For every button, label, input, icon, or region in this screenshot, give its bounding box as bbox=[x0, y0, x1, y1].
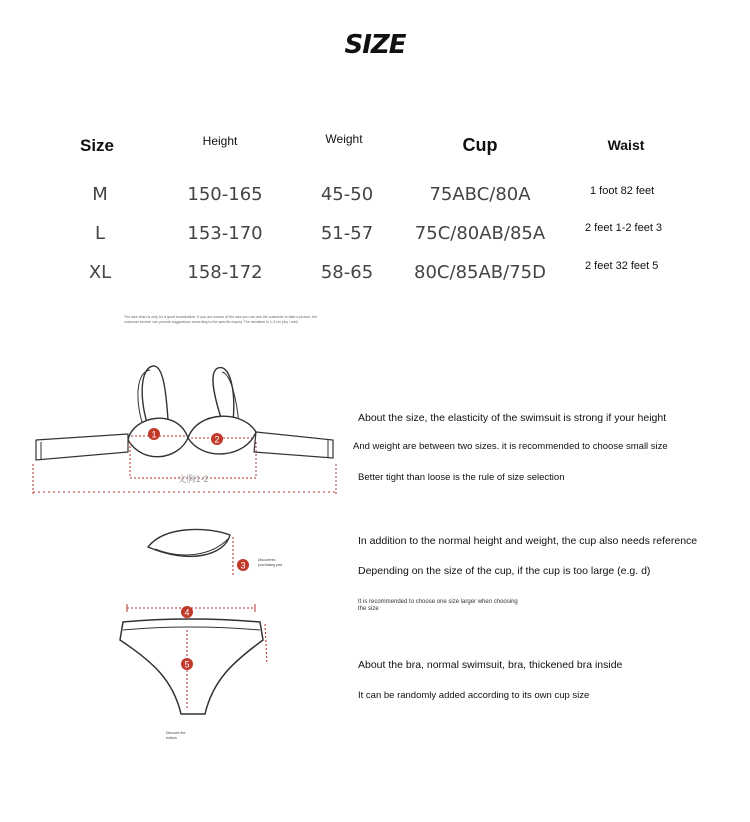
marker-1-label: 1 bbox=[151, 429, 157, 440]
bottom-label-line-2: bottom bbox=[166, 736, 177, 740]
note-size-larger-line-2: the size bbox=[358, 606, 379, 612]
right-cup bbox=[188, 416, 256, 454]
page-title: SIZE bbox=[344, 30, 406, 60]
header-waist: Waist bbox=[607, 137, 645, 153]
note-between-sizes: And weight are between two sizes. it is recommended to choose small size bbox=[353, 441, 668, 452]
waist-cell: 1 foot 82 feet bbox=[590, 185, 655, 197]
note-cup-reference: In addition to the normal height and weight, the cup also needs reference bbox=[358, 535, 698, 547]
waist-cell: 2 feet 1-2 feet 3 bbox=[585, 222, 663, 234]
note-tight-rule: Better tight than loose is the rule of size selection bbox=[358, 472, 565, 483]
size-cell: M bbox=[92, 184, 108, 205]
pad-diagram bbox=[140, 525, 260, 585]
pad-shape bbox=[148, 529, 230, 556]
marker-4-label: 4 bbox=[184, 607, 190, 618]
header-size: Size bbox=[79, 136, 115, 155]
right-band bbox=[254, 432, 333, 458]
marker-2-label: 2 bbox=[214, 434, 220, 445]
note-size-elasticity: About the size, the elasticity of the swimsuit is strong if your height bbox=[358, 412, 667, 424]
header-weight: Weight bbox=[325, 132, 363, 146]
weight-cell: 45-50 bbox=[320, 184, 374, 205]
disclaimer-line-1: The size chart is only for a good examination. If you are unsure of the size you can ask the customer to take a picture, the bbox=[124, 315, 318, 319]
bra-bottom-label: 文胸1-2 bbox=[177, 474, 209, 484]
bottom-label-line-1: Discover the bbox=[166, 731, 186, 735]
disclaimer-line-2: customer service can provide suggestions according to the specific inquiry. The deviation is 1-3 cm (dry / wet) bbox=[124, 320, 298, 324]
marker-3-label: 3 bbox=[240, 560, 246, 571]
height-cell: 150-165 bbox=[187, 184, 263, 205]
bra-diagram bbox=[28, 360, 348, 505]
weight-cell: 51-57 bbox=[320, 223, 374, 244]
height-cell: 153-170 bbox=[187, 223, 263, 244]
note-random-added: It can be randomly added according to its own cup size bbox=[358, 690, 590, 701]
left-band bbox=[36, 434, 128, 460]
header-cup: Cup bbox=[462, 135, 498, 155]
pad-label-line-1: Discovered bbox=[258, 558, 276, 562]
cup-cell: 80C/85AB/75D bbox=[414, 262, 546, 283]
header-height: Height bbox=[202, 134, 238, 148]
marker-5-label: 5 bbox=[184, 659, 190, 670]
height-cell: 158-172 bbox=[187, 262, 263, 283]
size-cell: XL bbox=[88, 262, 112, 283]
note-bra-inside: About the bra, normal swimsuit, bra, thickened bra inside bbox=[358, 659, 623, 671]
pad-label-line-2: purchasing pad bbox=[258, 563, 282, 567]
bottom-diagram bbox=[115, 600, 275, 730]
cup-cell: 75C/80AB/85A bbox=[414, 223, 546, 244]
waist-cell: 2 feet 32 feet 5 bbox=[585, 260, 659, 272]
cup-cell: 75ABC/80A bbox=[429, 184, 531, 205]
size-cell: L bbox=[94, 223, 106, 244]
note-cup-large: Depending on the size of the cup, if the cup is too large (e.g. d) bbox=[358, 565, 651, 577]
weight-cell: 58-65 bbox=[320, 262, 374, 283]
note-size-larger-line-1: It is recommended to choose one size larger when choosing bbox=[358, 599, 518, 605]
